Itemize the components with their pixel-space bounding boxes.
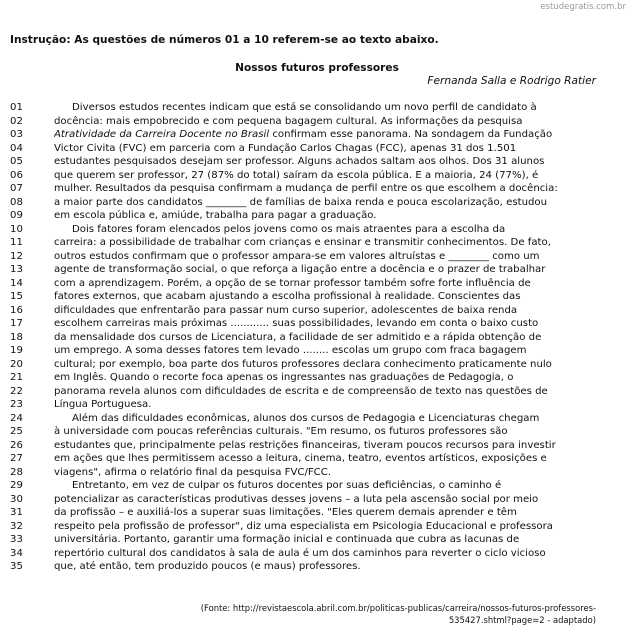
line-number: 27 bbox=[10, 453, 23, 464]
line-number: 16 bbox=[10, 304, 23, 316]
line-number: 03 bbox=[10, 129, 23, 140]
line-number: 30 bbox=[10, 493, 23, 505]
line-text: em escola pública e, amiúde, trabalha para pagar a graduação. bbox=[54, 210, 377, 221]
text-line bbox=[10, 439, 598, 453]
line-number: 09 bbox=[10, 210, 23, 221]
text-line bbox=[10, 155, 598, 169]
text-line bbox=[10, 290, 598, 304]
line-number: 04 bbox=[10, 142, 23, 154]
text-line bbox=[10, 520, 598, 534]
line-number: 12 bbox=[10, 250, 23, 262]
line-number: 32 bbox=[10, 520, 23, 532]
text-line bbox=[10, 452, 598, 466]
numbered-text-body bbox=[10, 101, 598, 574]
line-number: 28 bbox=[10, 466, 23, 478]
line-text: em ações que lhes permitissem acesso a leitura, cinema, teatro, eventos artísticos, exposições e bbox=[54, 453, 547, 464]
line-text: Entretanto, em vez de culpar os futuros docentes por suas deficiências, o caminho é bbox=[72, 480, 502, 491]
text-line bbox=[10, 358, 598, 372]
line-number: 24 bbox=[10, 412, 23, 424]
line-number: 29 bbox=[10, 480, 23, 491]
text-line bbox=[10, 196, 598, 210]
text-title: Nossos futuros professores bbox=[235, 62, 399, 74]
line-text: Victor Civita (FVC) em parceria com a Fundação Carlos Chagas (FCC), apenas 31 dos 1.501 bbox=[54, 142, 517, 154]
line-text: repertório cultural dos candidatos à sala de aula é um dos caminhos para reverter o ciclo vicioso bbox=[54, 547, 546, 559]
text-line bbox=[10, 169, 598, 183]
text-line bbox=[10, 209, 598, 223]
line-text: à universidade com poucas referências culturais. "Em resumo, os futuros professores são bbox=[54, 426, 508, 437]
line-text: universitária. Portanto, garantir uma formação inicial e continuada que cubra as lacunas de bbox=[54, 534, 520, 545]
text-line bbox=[10, 263, 598, 277]
line-number: 26 bbox=[10, 439, 23, 451]
text-line bbox=[10, 142, 598, 156]
line-text: Língua Portuguesa. bbox=[54, 399, 152, 410]
line-number: 02 bbox=[10, 115, 23, 127]
line-text: Diversos estudos recentes indicam que está se consolidando um novo perfil de candidato à bbox=[72, 102, 537, 113]
line-number: 13 bbox=[10, 264, 23, 275]
text-line bbox=[10, 385, 598, 399]
text-line bbox=[10, 331, 598, 345]
text-line bbox=[10, 236, 598, 250]
source-citation bbox=[126, 603, 596, 626]
line-text: dificuldades que enfrentarão para passar num curso superior, adolescentes de baixa renda bbox=[54, 304, 518, 316]
line-number: 11 bbox=[10, 237, 23, 248]
line-text: carreira: a possibilidade de trabalhar com crianças e ensinar e transmitir conhecimentos. De fato, bbox=[54, 237, 551, 248]
source-line-1: (Fonte: http://revistaescola.abril.com.br/politicas-publicas/carreira/nossos-futuros-professores- bbox=[200, 603, 596, 613]
survey-title: Atratividade da Carreira Docente no Brasil bbox=[54, 129, 270, 140]
text-line bbox=[10, 425, 598, 439]
line-number: 34 bbox=[10, 547, 23, 559]
text-line bbox=[10, 371, 598, 385]
line-text: com a aprendizagem. Porém, a opção de se tornar professor também sofre forte influência de bbox=[54, 277, 531, 289]
line-text: da profissão – e auxiliá-los a superar suas limitações. "Eles querem demais aprender e têm bbox=[54, 507, 517, 518]
text-line bbox=[10, 493, 598, 507]
line-text: docência: mais empobrecido e com pequena bagagem cultural. As informações da pesquisa bbox=[54, 115, 523, 127]
line-number: 05 bbox=[10, 156, 23, 167]
line-number: 07 bbox=[10, 183, 23, 194]
line-number: 31 bbox=[10, 507, 23, 518]
line-text: da mensalidade dos cursos de Licenciatura, a facilidade de ser admitido e a rápida obtenção de bbox=[54, 331, 542, 343]
line-text: cultural; por exemplo, boa parte dos futuros professores declara conhecimento praticamente nulo bbox=[54, 358, 552, 370]
text-line bbox=[10, 101, 598, 115]
line-text: escolhem carreiras mais próximas ............ suas possibilidades, levando em conta o baixo custo bbox=[54, 318, 539, 329]
line-number: 18 bbox=[10, 331, 23, 343]
line-text: estudantes pesquisados desejam ser professor. Alguns achados saltam aos olhos. Dos 31 alunos bbox=[54, 156, 545, 167]
text-line bbox=[10, 506, 598, 520]
line-text: Além das dificuldades econômicas, alunos dos cursos de Pedagogia e Licenciaturas chegam bbox=[72, 412, 540, 424]
line-text: um emprego. A soma desses fatores tem levado ........ escolas um grupo com fraca bagagem bbox=[54, 345, 527, 356]
line-number: 17 bbox=[10, 318, 23, 329]
site-watermark: estudegratis.com.br bbox=[540, 2, 626, 12]
text-line bbox=[10, 560, 598, 574]
line-number: 19 bbox=[10, 345, 23, 356]
text-line bbox=[10, 304, 598, 318]
line-number: 23 bbox=[10, 399, 23, 410]
line-text: Dois fatores foram elencados pelos jovens como os mais atraentes para a escolha da bbox=[72, 223, 506, 235]
text-authors: Fernanda Salla e Rodrigo Ratier bbox=[427, 75, 596, 87]
text-line bbox=[10, 317, 598, 331]
text-line bbox=[10, 223, 598, 237]
line-number: 10 bbox=[10, 223, 23, 235]
line-text: respeito pela profissão de professor", diz uma especialista em Psicologia Educacional e professora bbox=[54, 520, 553, 532]
text-line bbox=[10, 533, 598, 547]
line-text: a maior parte dos candidatos ________ de famílias de baixa renda e pouca escolarização, estudou bbox=[54, 196, 548, 208]
line-number: 06 bbox=[10, 169, 23, 181]
line-number: 14 bbox=[10, 277, 23, 289]
text-line bbox=[10, 182, 598, 196]
text-line bbox=[10, 398, 598, 412]
source-line-2: 535427.shtml?page=2 - adaptado) bbox=[448, 614, 596, 625]
line-text: que querem ser professor, 27 (87% do total) saíram da escola pública. E a maioria, 24 (77%), é bbox=[54, 169, 539, 181]
text-line bbox=[10, 128, 598, 142]
text-line bbox=[10, 344, 598, 358]
text-line bbox=[10, 466, 598, 480]
text-line bbox=[10, 547, 598, 561]
text-line bbox=[10, 277, 598, 291]
line-text: outros estudos confirmam que o professor ampara-se em valores altruístas e ________ como um bbox=[54, 250, 540, 262]
line-number: 35 bbox=[10, 561, 23, 572]
line-number: 01 bbox=[10, 102, 23, 113]
line-number: 33 bbox=[10, 534, 23, 545]
line-text: viagens", afirma o relatório final da pesquisa FVC/FCC. bbox=[54, 466, 332, 478]
line-number: 15 bbox=[10, 291, 23, 302]
line-text: estudantes que, principalmente pelas restrições financeiras, tiveram poucos recursos para investir bbox=[54, 439, 556, 451]
text-line bbox=[10, 250, 598, 264]
line-text: agente de transformação social, o que reforça a ligação entre a docência e o prazer de trabalhar bbox=[54, 264, 546, 275]
line-text: em Inglês. Quando o recorte foca apenas os ingressantes nas graduações de Pedagogia, o bbox=[54, 372, 514, 383]
line-number: 25 bbox=[10, 426, 23, 437]
line-number: 20 bbox=[10, 358, 23, 370]
line-text: que, até então, tem produzido poucos (e maus) professores. bbox=[54, 561, 361, 572]
line-number: 21 bbox=[10, 372, 23, 383]
line-text: panorama revela alunos com dificuldades de escrita e de compreensão de texto nas questões de bbox=[54, 385, 548, 397]
line-text: potencializar as características produtivas desses jovens – a luta pela ascensão social por meio bbox=[54, 493, 539, 505]
line-text: Atratividade da Carreira Docente no Brasil confirmam esse panorama. Na sondagem da Fundação bbox=[54, 129, 553, 140]
line-number: 08 bbox=[10, 196, 23, 208]
instruction-heading: Instrução: As questões de números 01 a 10 referem-se ao texto abaixo. bbox=[10, 34, 439, 46]
text-line bbox=[10, 479, 598, 493]
text-line bbox=[10, 115, 598, 129]
line-text: mulher. Resultados da pesquisa confirmam a mudança de perfil entre os que escolhem a docência: bbox=[54, 183, 558, 194]
line-number: 22 bbox=[10, 385, 23, 397]
line-text: fatores externos, que acabam ajustando a escolha profissional à realidade. Conscientes das bbox=[54, 291, 521, 302]
text-line bbox=[10, 412, 598, 426]
